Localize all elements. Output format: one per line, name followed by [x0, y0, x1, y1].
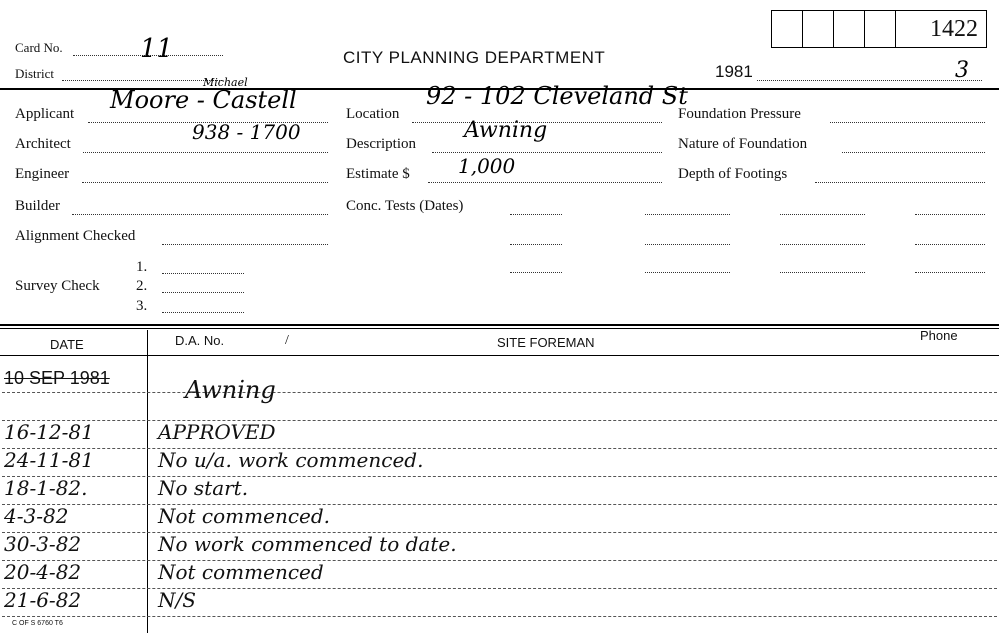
foundation-pressure-label: Foundation Pressure: [678, 106, 801, 122]
entry-text: N/S: [158, 588, 196, 612]
entry-text: Not commenced.: [158, 504, 331, 528]
card-number-box: [833, 10, 865, 48]
description-label: Description: [346, 136, 416, 152]
card-number-box: [802, 10, 834, 48]
form-code: C OF S 6760 T6: [12, 620, 63, 627]
card-no-value: 11: [140, 34, 174, 64]
depth-footings-label: Depth of Footings: [678, 166, 788, 182]
entry-text: APPROVED: [158, 420, 276, 444]
engineer-label: Engineer: [15, 166, 70, 182]
corner-mark: 3: [955, 58, 969, 83]
applicant-note: Michael: [203, 76, 248, 89]
entry-text: Awning: [185, 376, 276, 404]
district-label: District: [15, 66, 54, 81]
entry-date: 30-3-82: [4, 532, 82, 556]
estimate-label: Estimate $: [346, 166, 410, 182]
builder-label: Builder: [15, 198, 60, 214]
entry-date: 10 SEP 1981: [4, 368, 110, 388]
survey-number: 1.: [136, 259, 148, 275]
survey-number: 3.: [136, 298, 148, 314]
card-number-box: [864, 10, 896, 48]
site-foreman-column-header: SITE FOREMAN: [497, 335, 595, 350]
department-title: CITY PLANNING DEPARTMENT: [343, 48, 606, 67]
da-no-slash: /: [285, 333, 289, 348]
applicant-value: Moore - Castell: [110, 86, 297, 114]
entry-date: 18-1-82.: [4, 476, 88, 500]
entry-date: 24-11-81: [4, 448, 94, 472]
estimate-value: 1,000: [458, 154, 516, 178]
entry-date: 21-6-82: [4, 588, 82, 612]
alignment-label: Alignment Checked: [15, 228, 136, 244]
entry-date: 16-12-81: [4, 420, 94, 444]
architect-value: 938 - 1700: [192, 120, 301, 144]
card-number-box: [771, 10, 803, 48]
entry-date: 20-4-82: [4, 560, 82, 584]
location-value: 92 - 102 Cleveland St: [426, 82, 688, 110]
card-number-main: 1422: [895, 10, 987, 48]
conc-tests-label: Conc. Tests (Dates): [346, 198, 464, 214]
phone-column-header: Phone: [920, 328, 958, 343]
entry-text: No u/a. work commenced.: [158, 448, 424, 472]
architect-label: Architect: [15, 136, 71, 152]
description-value: Awning: [464, 118, 548, 143]
date-column-header: DATE: [50, 337, 84, 352]
entry-text: No work commenced to date.: [158, 532, 457, 556]
entry-date: 4-3-82: [4, 504, 69, 528]
applicant-label: Applicant: [15, 106, 75, 122]
entry-text: No start.: [158, 476, 249, 500]
location-label: Location: [346, 106, 400, 122]
nature-foundation-label: Nature of Foundation: [678, 136, 808, 152]
survey-number: 2.: [136, 278, 148, 294]
survey-label: Survey Check: [15, 278, 100, 294]
da-no-column-header: D.A. No.: [175, 333, 225, 348]
entry-text: Not commenced: [158, 560, 324, 584]
card-no-label: Card No.: [15, 40, 63, 55]
year: 1981: [715, 62, 753, 81]
